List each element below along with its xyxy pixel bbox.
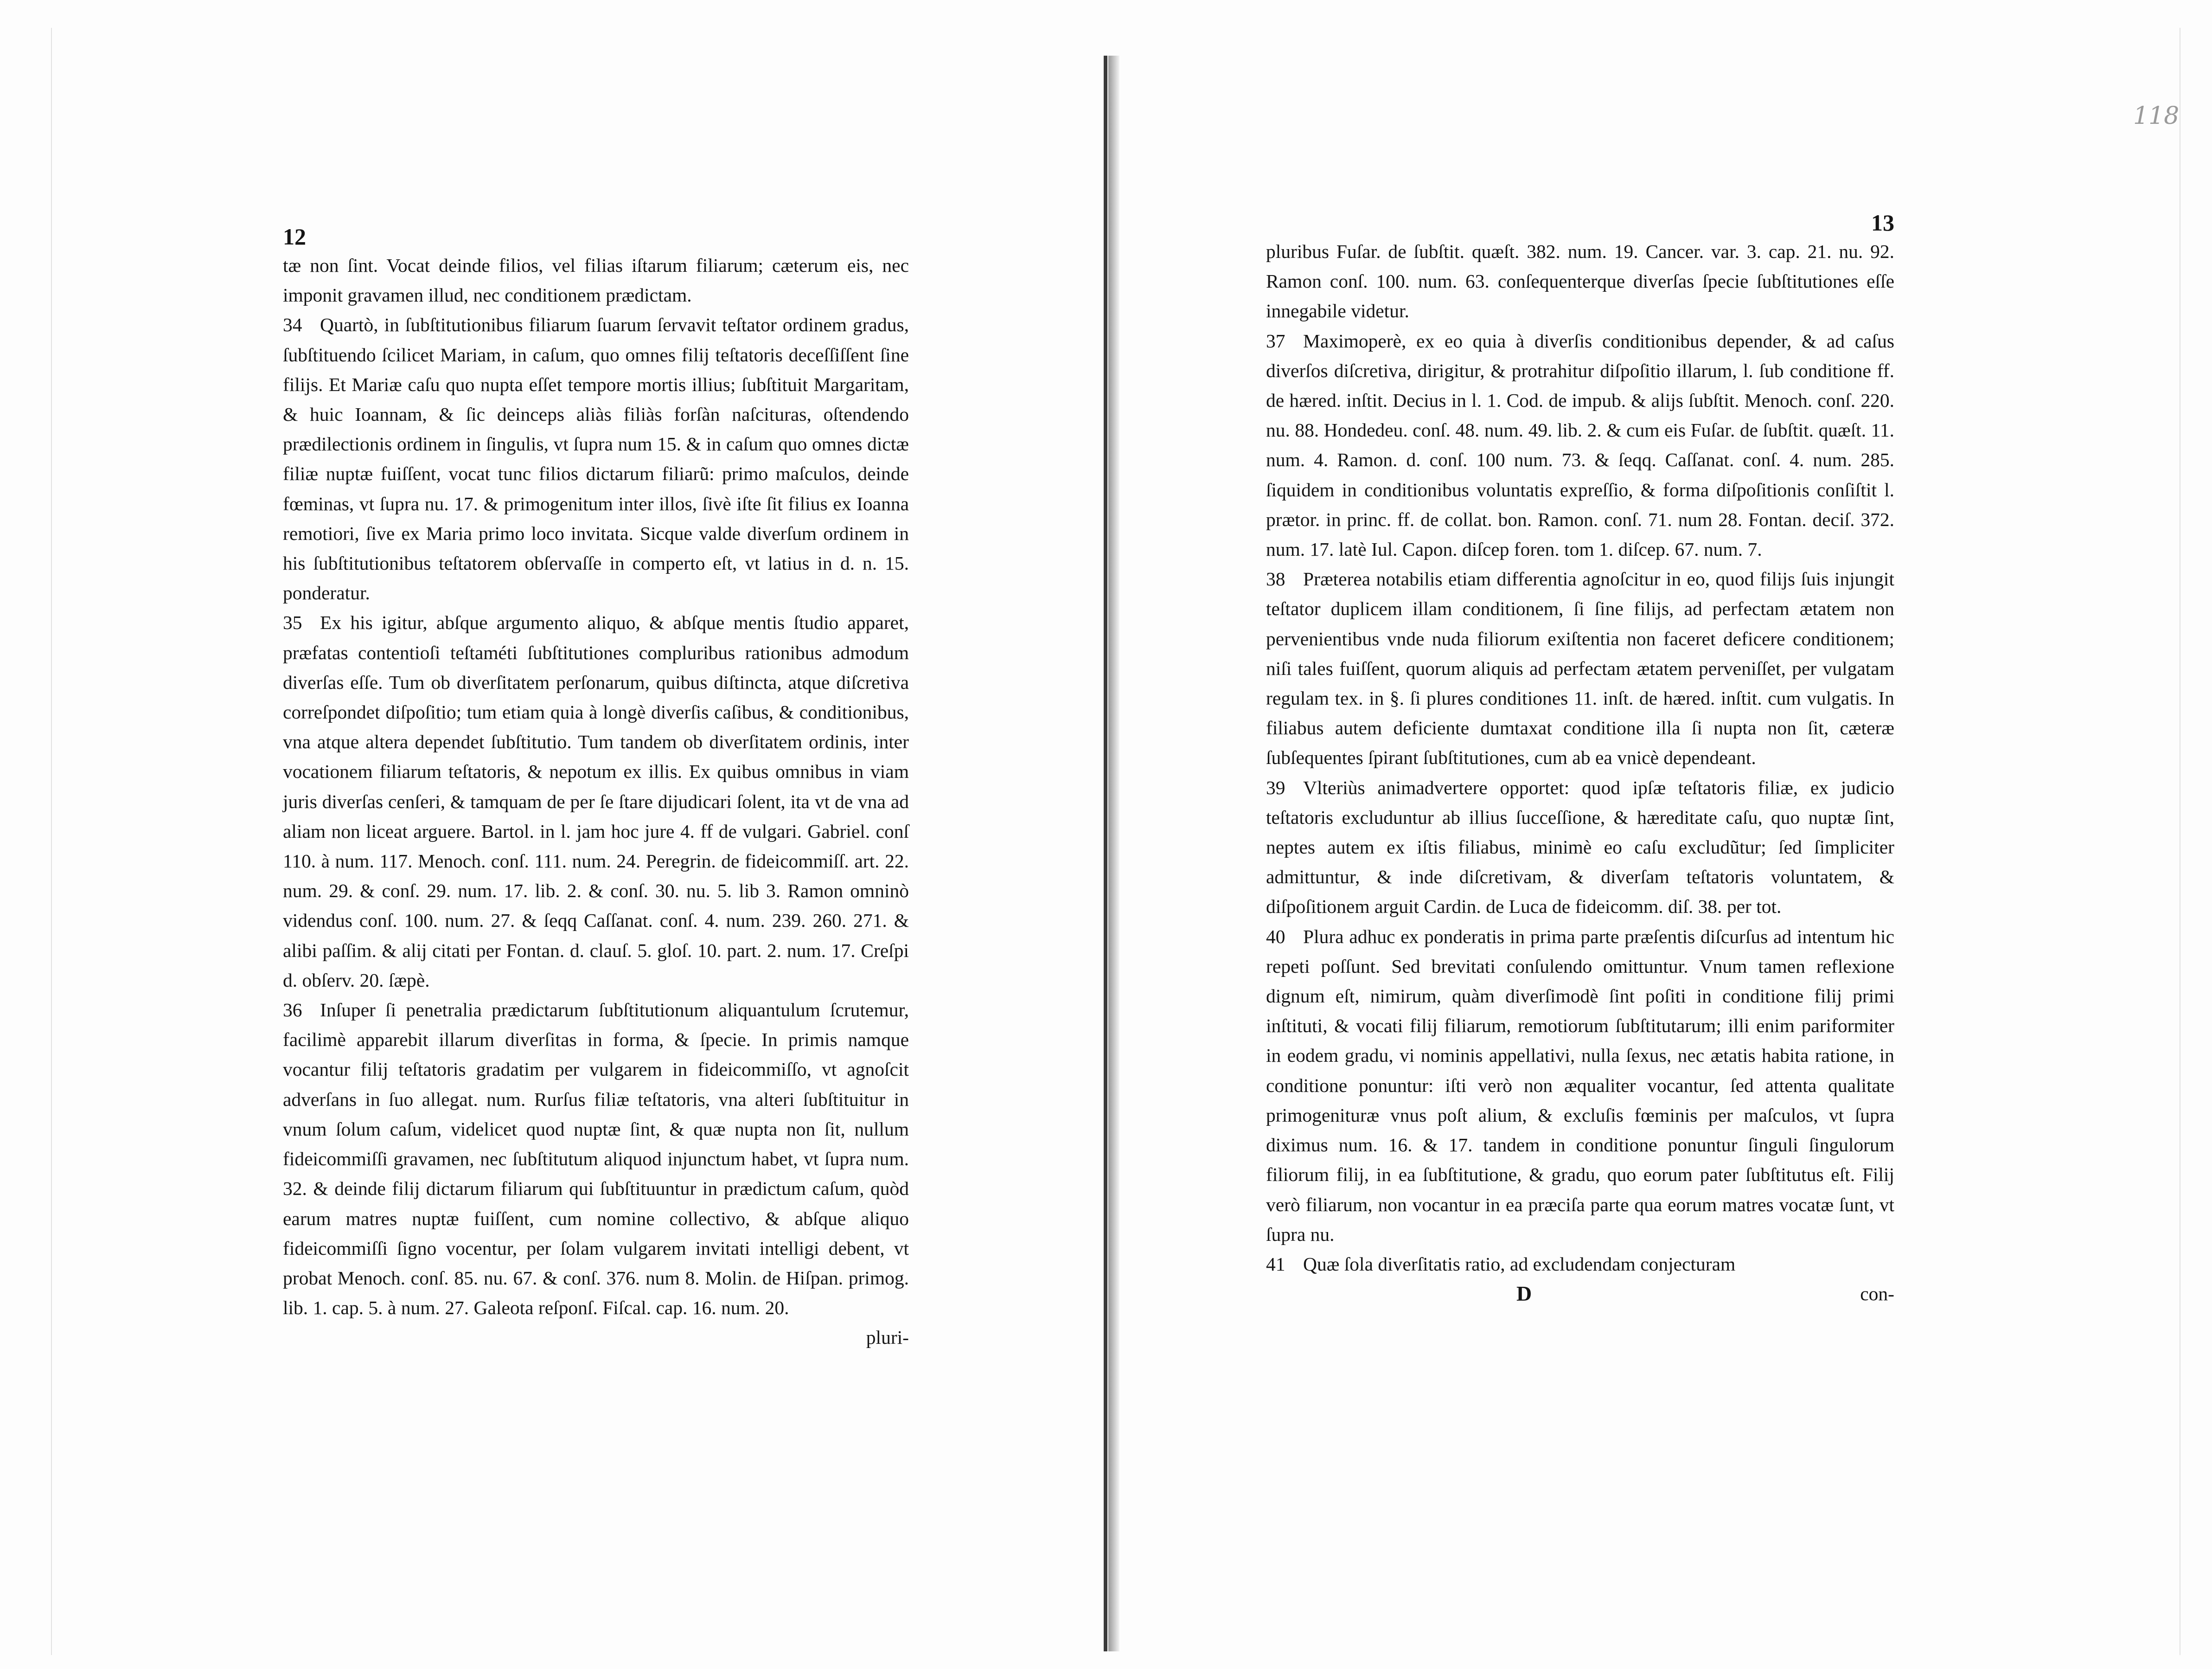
catchword: pluri- (866, 1327, 909, 1348)
paragraph (283, 995, 909, 1322)
page-footer-left (283, 1322, 909, 1352)
paragraph (1266, 326, 1894, 565)
paragraph (1266, 564, 1894, 772)
paragraph (283, 608, 909, 995)
archive-mark-corner: 118 (2133, 102, 2180, 130)
gutter-shadow (1104, 56, 1107, 1651)
paragraph-text: Maximoperè, ex eo quia à diverſis conditionibus depender, & ad caſus diverſos diſcretiva, dirigitur, & protrahitur diſpoſitio illarum, l. ſub conditione ff. de hæred. inſtit. Decius in l. 1. Cod. de impub. & alijs ſubſtit. Menoch. conſ. 220. nu. 88. Hondedeu. conſ. 48. num. 49. lib. 2. & cum eis Fuſar. de ſubſtit. quæſt. 11. num. 4. Ramon. d. conſ. 100 num. 73. & ſeqq. Caſſanat. conſ. 4. num. 285. ſiquidem in conditionibus voluntatis expreſſio, & forma diſpoſitionis conſiſtit l. prætor. in princ. ff. de collat. bon. Ramon. conſ. 71. num 28. Fontan. deciſ. 372. num. 17. latè Iul. Capon. diſcep foren. tom 1. diſcep. 67. num. 7. (1266, 330, 1894, 560)
paragraph-text: Inſuper ſi penetralia prædictarum ſubſtitutionum aliquantulum ſcrutemur, facilimè apparebit illarum diverſitas in forma, & ſpecie. In primis namque vocantur filij teſtatoris gradatim per vulgarem in fideicommiſſo, vt agnoſcit adverſans in ſuo allegat. num. Rurſus filiæ teſtatoris, vna alteri ſubſtituitur in vnum ſolum caſum, videlicet quod nuptæ ſint, & quæ nupta non ſit, nullum fideicommiſſi gravamen, nec ſubſtitutum aliquod injunctum habet, vt ſupra num. 32. & deinde filij dictarum filiarum qui ſubſtituuntur in prædictum caſum, quòd earum matres nuptæ fuiſſent, cum nomine collectivo, & abſque aliquo fideicommiſſi ſigno vocentur, per ſolam vulgarem invitati intelligi debent, vt probat Menoch. conſ. 85. nu. 67. & conſ. 376. num 8. Molin. de Hiſpan. primog. lib. 1. cap. 5. à num. 27. Galeota reſponſ. Fiſcal. cap. 16. num. 20. (283, 999, 909, 1319)
paragraph-text: Præterea notabilis etiam differentia agnoſcitur in eo, quod filijs ſuis injungit teſtator duplicem illam conditionem, ſi ſine filijs, ad perfectam ætatem non pervenientibus vnde nuda filiorum exiſtentia non faceret deficere conditionem; niſi tales fuiſſent, quorum aliquis ad perfectam ætatem perveniſſet, per vulgatam regulam tex. in §. ſi plures conditiones 11. inſt. de hæred. inſtit. cum vulgatis. In filiabus autem deficiente dumtaxat conditione illa ſi nupta non ſit, cæteræ ſubſequentes ſpirant ſubſtitutiones, cum ab ea vnicè dependeant. (1266, 568, 1894, 769)
right-page (1266, 209, 1894, 1309)
paragraph-number: 39 (1266, 777, 1285, 798)
paragraph-text: tæ non ſint. Vocat deinde filios, vel filias iſtarum filiarum; cæterum eis, nec imponit gravamen illud, nec conditionem prædictam. (283, 255, 909, 306)
paragraph-text: Quartò, in ſubſtitutionibus filiarum ſuarum ſervavit teſtator ordinem gradus, ſubſtituendo ſcilicet Mariam, in caſum, quo omnes filij teſtatoris deceſſiſſent ſine filijs. Et Mariæ caſu quo nupta eſſet tempore mortis illius; ſubſtituit Margaritam, & huic Ioannam, & ſic deinceps aliàs filiàs forſàn naſcituras, oſtendendo prædilectionis ordinem in ſingulis, vt ſupra num 15. & in caſum quo omnes dictæ filiæ nuptæ fuiſſent, vocat tunc filios dictarum filiarũ: primo maſculos, deinde fœminas, vt ſupra nu. 17. & primogenitum inter illos, ſivè iſte ſit filius ex Ioanna remotiori, ſive ex Maria primo loco invitata. Sicque valde diverſum ordinem in his ſubſtitutionibus teſtatorem obſervaſſe in comperto eſt, vt latius in d. n. 15. ponderatur. (283, 314, 909, 604)
paragraph (283, 250, 909, 310)
paragraph-number: 36 (283, 999, 302, 1021)
paragraph (1266, 922, 1894, 1249)
paragraph-number: 40 (1266, 925, 1285, 947)
paragraph (283, 310, 909, 608)
paragraph-number: 37 (1266, 330, 1285, 352)
paragraph-text: Vlteriùs animadvertere opportet: quod ipſæ teſtatoris filiæ, ex judicio teſtatoris excluduntur ab illius ſucceſſione, & hæreditate caſu, quo nuptæ ſint, neptes autem ex iſtis filiabus, minimè eo caſu excludũtur; ſed ſimpliciter admittuntur, & inde diſcretivam, & diverſam teſtatoris voluntatem, & diſpoſitionem arguit Cardin. de Luca de fideicomm. diſ. 38. per tot. (1266, 777, 1894, 918)
page-number-right: 13 (1871, 210, 1894, 236)
paragraph-text: Plura adhuc ex ponderatis in prima parte præſentis diſcurſus ad intentum hic repeti poſſunt. Sed brevitati conſulendo omittuntur. Vnum tamen reflexione dignum eſt, nimirum, quàm diverſimodè ſint poſiti in conditione filij primi inſtituti, & vocati filij filiarum, remotiorum ſubſtitutarum; illi enim pariformiter in eodem gradu, vi nominis appellativi, nulla ſexus, nec ætatis habita ratione, in conditione ponuntur: iſti verò non æqualiter vocantur, ſed attenta qualitate primogenituræ vnus poſt alium, & excluſis fœminis per maſculos, vt ſupra diximus num. 16. & 17. tandem in conditione ponuntur ſinguli ſingulorum filiorum filij, in ea ſubſtitutione, & gradu, quo eorum pater ſubſtitutus eſt. Filij verò filiarum, non vocantur in ea præciſa parte qua eorum matres vocatæ ſunt, vt ſupra nu. (1266, 925, 1894, 1245)
left-page-edge (51, 28, 52, 1655)
page-footer-right (1266, 1279, 1894, 1309)
paragraph-number: 35 (283, 612, 302, 634)
paragraph-number: 41 (1266, 1253, 1285, 1275)
catchword: con- (1860, 1283, 1894, 1305)
paragraph-number: 38 (1266, 568, 1285, 590)
page-number-left: 12 (283, 224, 306, 250)
paragraph-text: Ex his igitur, abſque argumento aliquo, & abſque mentis ſtudio apparet, præfatas contentioſi teſtaméti ſubſtitutiones compluribus rationibus admodum diverſas eſſe. Tum ob diverſitatem perſonarum, quibus diſtincta, atque diſcretiva correſpondet diſpoſitio; tum etiam quia à longè diverſis caſibus, & conditionibus, vna atque altera dependet ſubſtitutio. Tum tandem ob diverſitatem ordinis, inter vocationem filiarum teſtatoris, & nepotum ex illis. Ex quibus omnibus in viam juris diverſas cenſeri, & tamquam de per ſe ſtare dijudicari ſolent, ita vt de vna ad aliam non liceat arguere. Bartol. in l. jam hoc jure 4. ff de vulgari. Gabriel. conſ 110. à num. 117. Menoch. conſ. 111. num. 24. Peregrin. de fideicommiſſ. art. 22. num. 29. & conſ. 29. num. 17. lib. 2. & conſ. 30. nu. 5. lib 3. Ramon omninò videndus conſ. 100. num. 27. & ſeqq Caſſanat. conſ. 4. num. 239. 260. 271. & alibi paſſim. & alij citati per Fontan. d. clauſ. 5. gloſ. 10. part. 2. num. 17. Creſpi d. obſerv. 20. ſæpè. (283, 612, 909, 991)
paragraph-text: Quæ ſola diverſitatis ratio, ad excludendam conjecturam (1303, 1253, 1736, 1275)
paragraph-text: pluribus Fuſar. de ſubſtit. quæſt. 382. num. 19. Cancer. var. 3. cap. 21. nu. 92. Ramon conſ. 100. num. 63. conſequenterque diverſas ſpecie ſubſtitutiones eſſe innegabile videtur. (1266, 241, 1894, 322)
signature-mark: D (1516, 1282, 1532, 1306)
gutter-fold (1108, 56, 1119, 1651)
left-page (283, 223, 909, 1352)
paragraph (1266, 1249, 1894, 1279)
paragraph-number: 34 (283, 314, 302, 336)
paragraph (1266, 237, 1894, 326)
paragraph (1266, 773, 1894, 922)
